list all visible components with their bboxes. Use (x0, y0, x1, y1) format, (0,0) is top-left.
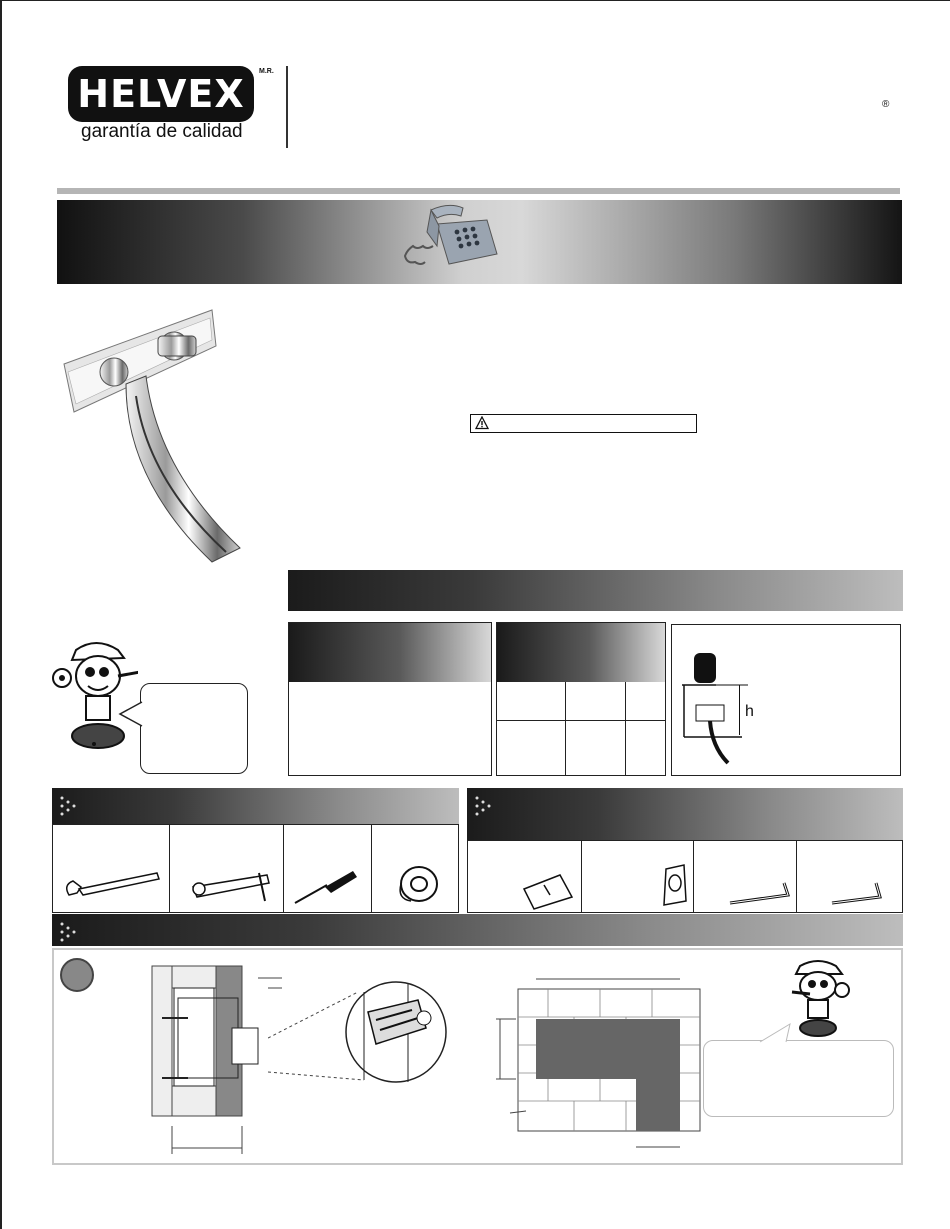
pipe-wrench-icon (187, 867, 277, 903)
spec-col-divider (625, 682, 626, 775)
section-arrows-icon (58, 794, 78, 816)
specs-section-header (288, 570, 903, 611)
telephone-icon (397, 202, 507, 282)
registered-mark: ® (882, 99, 890, 110)
tools-panel (52, 824, 459, 913)
tools-divider (283, 825, 284, 912)
height-dimension-line (739, 685, 740, 735)
brand-logo (68, 66, 254, 122)
brand-tagline: garantía de calidad (81, 121, 243, 142)
keys-section-header (467, 788, 903, 840)
section-arrows-icon (473, 794, 493, 816)
template-key-icon (658, 863, 690, 907)
tools-divider (371, 825, 372, 912)
flat-key-icon (520, 871, 576, 911)
mascot-speech-bubble (703, 1040, 894, 1117)
keys-panel (467, 840, 903, 913)
screwdriver-icon (291, 867, 361, 907)
warning-label (470, 414, 697, 433)
spec-row-divider (497, 720, 665, 721)
tools-divider (169, 825, 170, 912)
brand-mark: M.R. (259, 68, 274, 75)
bubble-tail (118, 700, 144, 730)
spec-table-flow-header (497, 623, 665, 682)
tank-faucet-sketch (682, 647, 782, 767)
page-frame-top (0, 0, 950, 1)
height-symbol: h (745, 703, 754, 720)
keys-divider (581, 841, 582, 912)
page-frame-left (0, 0, 2, 1229)
faucet-illustration (62, 300, 262, 565)
warning-triangle-icon (475, 416, 489, 430)
keys-divider (693, 841, 694, 912)
adjustable-wrench-icon (63, 865, 163, 905)
header-rule (57, 188, 900, 194)
wall-section-diagram (148, 958, 288, 1158)
spec-table-pressure-header (289, 623, 491, 682)
contact-banner (57, 200, 902, 284)
tile-template-diagram (496, 975, 706, 1155)
spec-table-flow (496, 622, 666, 776)
tank-height-diagram (671, 624, 901, 776)
tools-section-header (52, 788, 459, 824)
header-divider (286, 66, 288, 148)
spec-table-pressure (288, 622, 492, 776)
mascot-speech-bubble (140, 683, 248, 774)
section-arrows-icon (58, 920, 78, 942)
bubble-tail (750, 1022, 800, 1046)
hex-key-icon (828, 877, 888, 907)
installation-section-header (52, 914, 903, 946)
mascot-icon (48, 636, 138, 754)
step-number-badge (60, 958, 94, 992)
hex-key-icon (726, 877, 796, 907)
spec-col-divider (565, 682, 566, 775)
teflon-tape-icon (397, 863, 443, 905)
detail-zoom-callout (268, 972, 448, 1092)
brand-name: HELVEX (77, 72, 245, 116)
keys-divider (796, 841, 797, 912)
